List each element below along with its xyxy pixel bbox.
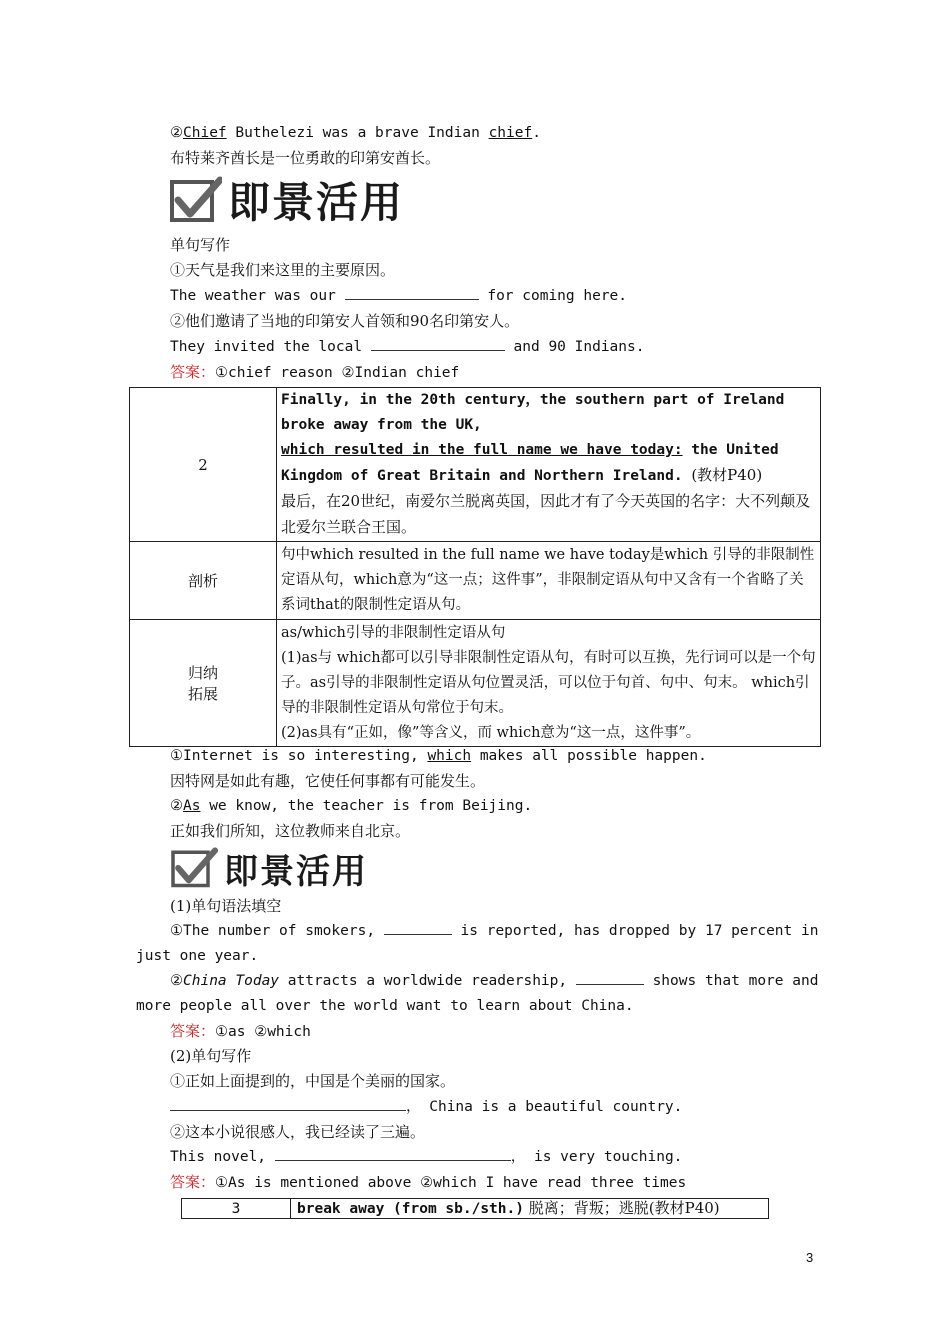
checkbox-icon bbox=[170, 176, 222, 224]
example-sentence-cn: 因特网是如此有趣，它使任何事都有可能发生。 bbox=[170, 772, 486, 790]
question-cn: ①正如上面提到的，中国是个美丽的国家。 bbox=[170, 1072, 456, 1090]
answer-blank[interactable] bbox=[345, 285, 479, 300]
question-cn: ②这本小说很感人，我已经读了三遍。 bbox=[170, 1123, 426, 1141]
analysis-cell: 句中which resulted in the full name we have today是which 引导的非限制性定语从句，which意为“这一点；这件事”，非限制定语从句中又含有一个省略了关系词that的限制性定语从句。 bbox=[277, 542, 821, 620]
answer-blank[interactable] bbox=[275, 1146, 511, 1161]
summary-cell: as/which引导的非限制性定语从句 (1)as与 which都可以引导非限制性定语从句，有时可以互换，先行词可以是一个句子。as引导的非限制性定语从句位置灵活，可以位于句首、句中、句末。 which引导的非限制性定语从句常位于句末。 (2)as具有“正如，像”等含义，而 which意为“这一点，这件事”。 bbox=[277, 620, 821, 747]
key-sentence-cell: Finally, in the 20th century，the southern part of Ireland broke away from the UK, which resulted in the full name we have today: the United Kingdom of Great Britain and Northern Ireland. (教材P40) 最后，在20世纪，南爱尔兰脱离英国，因此才有了今天英国的名字：大不列颠及北爱尔兰联合王国。 bbox=[277, 388, 821, 542]
answer-line: 答案：①As is mentioned above ②which I have read three times bbox=[170, 1173, 687, 1191]
practice-banner bbox=[170, 845, 368, 891]
row-label: 归纳 拓展 bbox=[130, 620, 277, 747]
section-label: 单句写作 bbox=[170, 236, 231, 254]
answer-line: 答案：①as ②which bbox=[170, 1022, 311, 1040]
page-number: 3 bbox=[806, 1250, 814, 1265]
answer-line: 答案：①chief reason ②Indian chief bbox=[170, 363, 460, 381]
checkbox-icon bbox=[170, 847, 218, 889]
table-row bbox=[130, 542, 821, 620]
table-row bbox=[130, 388, 821, 542]
answer-blank[interactable] bbox=[371, 336, 505, 351]
row-label: 剖析 bbox=[130, 542, 277, 620]
table-row bbox=[182, 1199, 769, 1219]
question-en: ， China is a beautiful country. bbox=[170, 1096, 682, 1118]
example-sentence-en: ①Internet is so interesting, which makes all possible happen. bbox=[170, 748, 707, 764]
banner-title: 即景活用 bbox=[224, 851, 368, 892]
banner-title: 即景活用 bbox=[228, 178, 405, 227]
answer-blank[interactable] bbox=[384, 920, 452, 935]
example-sentence-en: ②Chief Buthelezi was a brave Indian chief. bbox=[170, 125, 541, 141]
phrase-cell: break away (from sb./sth.) 脱离；背叛；逃脱(教材P40) bbox=[291, 1199, 769, 1219]
question-en: They invited the local and 90 Indians. bbox=[170, 336, 644, 358]
row-number: 2 bbox=[130, 388, 277, 542]
table-row bbox=[130, 620, 821, 747]
row-number: 3 bbox=[182, 1199, 291, 1219]
example-sentence-cn: 正如我们所知，这位教师来自北京。 bbox=[170, 822, 411, 840]
answer-blank[interactable] bbox=[576, 970, 644, 985]
section-label: (1)单句语法填空 bbox=[170, 897, 282, 915]
answer-blank[interactable] bbox=[170, 1096, 406, 1111]
question-cn: ②他们邀请了当地的印第安人首领和90名印第安人。 bbox=[170, 312, 520, 330]
question-en: The weather was our for coming here. bbox=[170, 285, 627, 307]
phrase-table bbox=[181, 1198, 769, 1219]
practice-banner bbox=[170, 172, 404, 228]
question-en: ①The number of smokers, is reported, has dropped by 17 percent in bbox=[170, 920, 818, 942]
example-sentence-en: ②As we know, the teacher is from Beijing. bbox=[170, 798, 533, 814]
sentence-analysis-table bbox=[129, 387, 821, 747]
question-en: more people all over the world want to learn about China. bbox=[136, 998, 634, 1014]
question-en: just one year. bbox=[136, 948, 259, 964]
question-cn: ①天气是我们来这里的主要原因。 bbox=[170, 261, 396, 279]
example-sentence-cn: 布特莱齐酋长是一位勇敢的印第安酋长。 bbox=[170, 149, 441, 167]
section-label: (2)单句写作 bbox=[170, 1047, 252, 1065]
question-en: ②China Today attracts a worldwide readership, shows that more and bbox=[170, 970, 818, 992]
question-en: This novel, ， is very touching. bbox=[170, 1146, 682, 1168]
